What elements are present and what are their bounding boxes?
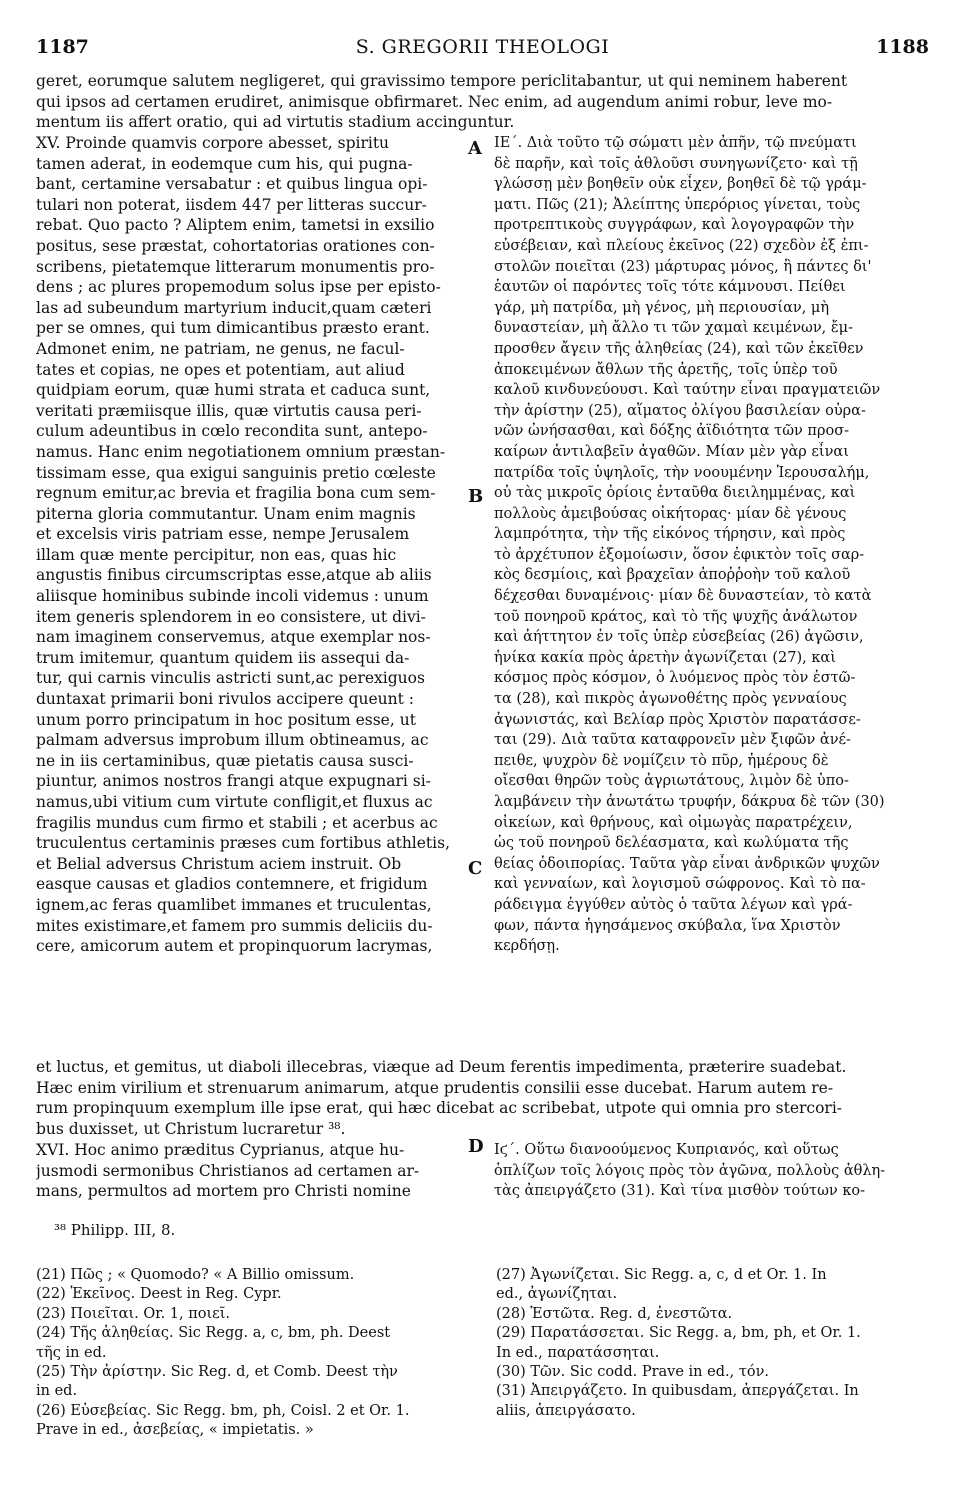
latin-line: per se omnes, qui tum dimicantibus præsto erant. xyxy=(36,319,430,338)
greek-line: τὸ ἀρχέτυπον ἐξομοίωσιν, ὅσον ἐφικτὸν τοῖς σαρ- xyxy=(494,546,865,563)
latin-line: item generis splendorem in eo consistere, ut divi- xyxy=(36,607,426,626)
greek-line: ὡς τοῦ πονηροῦ δελέασματα, καὶ κωλύματα τῆς xyxy=(494,835,849,852)
latin-line: rebat. Quo pacto ? Aliptem enim, tametsi in exsilio xyxy=(36,216,435,235)
marker-d: D xyxy=(468,1136,484,1157)
greek-line: τα (28), καὶ πικρὸς ἀγωνοθέτης πρὸς γενναίους xyxy=(494,691,847,708)
marker-b: B xyxy=(468,486,484,507)
latin-line: piuntur, animos nostros frangi atque expugnari si- xyxy=(36,772,431,791)
note-line: (21) Πῶς ; « Quomodo? « A Billio omissum. xyxy=(36,1267,355,1283)
latin-line: nam imaginem conservemus, atque exemplar nos- xyxy=(36,628,431,647)
note-line: (27) Ἀγωνίζεται. Sic Regg. a, c, d et Or. 1. In xyxy=(496,1267,827,1283)
latin-line: scribens, pietatemque litterarum monumentis pro- xyxy=(36,257,435,276)
greek-line: κόσμος πρὸς κόσμον, ὁ λυόμενος πρὸς τὸν ἑστῶ- xyxy=(494,670,856,687)
greek-line: λαμπρότητα, τὴν τῆς εἰκόνος τήρησιν, καὶ πρὸς xyxy=(494,526,846,543)
greek-line: γάρ, μὴ πατρίδα, μὴ γένος, μὴ περιουσίαν, μὴ xyxy=(494,299,830,316)
note-line: (23) Ποιεῖται. Or. 1, ποιεῖ. xyxy=(36,1305,230,1322)
note-line: in ed. xyxy=(36,1383,78,1400)
greek-line: ἡνίκα κακία πρὸς ἀρετὴν ἀγωνίζεται (27), καὶ xyxy=(494,649,836,666)
latin-line: culum adeuntibus in cœlo recondita sunt, antepo- xyxy=(36,422,428,441)
latin-line: mites existimare,et famem pro summis deliciis du- xyxy=(36,916,433,935)
note-line: (22) Ἐκεῖνος. Deest in Reg. Cypr. xyxy=(36,1286,282,1303)
text-line: mentum iis affert oratio, qui ad virtutis stadium accinguntur. xyxy=(36,113,515,132)
note-line: (28) Ἑστῶτα. Reg. d, ἐνεστῶτα. xyxy=(496,1305,733,1322)
latin-line: aliisque hominibus subinde incoli videmus : unum xyxy=(36,587,429,606)
page-number-left: 1187 xyxy=(36,36,89,58)
note-line: τῆς in ed. xyxy=(36,1344,107,1361)
latin-column xyxy=(36,133,461,957)
latin-line: ne in iis certaminibus, quæ pietatis causa susci- xyxy=(36,751,414,770)
greek-line: ἀγωνιστάς, καὶ Βελίαρ πρὸς Χριστὸν παρατάσσε- xyxy=(494,711,861,728)
greek-column-2 xyxy=(494,1140,929,1202)
text-line: qui ipsos ad certamen erudiret, animisque obfirmaret. Nec enim, ad augendum animi robur, leve mo- xyxy=(36,92,833,111)
greek-line: θείας ὁδοιπορίας. Ταῦτα γὰρ εἶναι ἀνδρικῶν ψυχῶν xyxy=(494,855,880,872)
greek-line: δυναστείαν, μὴ ἄλλο τι τῶν χαμαὶ κειμένων, ἔμ- xyxy=(494,320,853,337)
latin-line: unum porro principatum in hoc positum esse, ut xyxy=(36,710,416,729)
latin-line: et Belial adversus Christum aciem instruit. Ob xyxy=(36,854,402,873)
latin-line: truculentus certaminis præses cum fortibus athletis, xyxy=(36,834,450,853)
latin-line: jusmodi sermonibus Christianos ad certamen ar- xyxy=(36,1161,420,1180)
greek-line: ὁπλίζων τοῖς λόγοις πρὸς τὸν ἀγῶνα, πολλοὺς ἀθλη- xyxy=(494,1162,886,1179)
greek-line: νῶν ὠνήσασθαι, καὶ δόξης ἀϊδιότητα τῶν προσ- xyxy=(494,423,850,440)
latin-line: namus. Hanc enim negotiationem omnium præstan- xyxy=(36,442,446,461)
greek-line: τὴν ἀρίστην (25), αἵματος ὀλίγου βασιλείαν οὐρα- xyxy=(494,402,866,419)
latin-line: duntaxat primarii boni rivulos accipere queunt : xyxy=(36,690,414,709)
greek-line: τὰς ἀπειργάζετο (31). Καὶ τίνα μισθὸν τούτων κο- xyxy=(494,1183,866,1200)
running-header xyxy=(36,36,929,60)
greek-line: καλοῦ κινδυνεύουσι. Καὶ ταύτην εἶναι πραγματειῶν xyxy=(494,382,881,399)
latin-line: tulari non poterat, iisdem 447 per litteras succur- xyxy=(36,195,427,214)
greek-line: οἰκείων, καὶ θρήνους, καὶ οἰμωγὰς παρατρέχειν, xyxy=(494,814,853,831)
note-line: (26) Εὐσεβείας. Sic Regg. bm, ph, Coisl. 2 et Or. 1. xyxy=(36,1402,410,1419)
latin-line: positus, sese præstat, cohortatorias orationes con- xyxy=(36,236,435,255)
running-title: S. GREGORII THEOLOGI xyxy=(355,36,610,58)
text-line: bus duxisset, ut Christum lucraretur ³⁸. xyxy=(36,1119,346,1138)
greek-line: πατρίδα τοῖς ὑψηλοῖς, τὴν νοουμένην Ἱερουσαλήμ, xyxy=(494,464,870,481)
latin-line: namus,ubi vitium cum virtute confligit,et fluxus ac xyxy=(36,793,433,811)
latin-line: illam quæ mente percipitur, non eas, quas hic xyxy=(36,545,397,564)
note-line: (25) Τὴν ἀρίστην. Sic Reg. d, et Comb. Deest τὴν xyxy=(36,1364,398,1381)
text-line: Hæc enim virilium et strenuarum animarum, atque prudentis consilii esse ducebat. Harum autem re- xyxy=(36,1078,834,1097)
latin-line: et excelsis viris patriam esse, nempe Jerusalem xyxy=(36,525,410,544)
latin-line: angustis finibus circumscriptas esse,atque ab aliis xyxy=(36,566,432,585)
latin-line: tissimam esse, qua exigui sanguinis pretio cœleste xyxy=(36,463,436,482)
greek-line: φων, πάντα ἡγησάμενος σκύβαλα, ἵνα Χριστὸν xyxy=(494,917,841,934)
footnote-38: ³⁸ Philipp. III, 8. xyxy=(54,1221,176,1239)
greek-line: πειθε, ψυχρὸν δὲ νομίζειν τὸ πῦρ, ἡμέρους δὲ xyxy=(494,752,829,769)
note-line: (30) Τῶν. Sic codd. Prave in ed., τόν. xyxy=(496,1364,770,1381)
latin-line: piterna gloria commutantur. Unam enim magnis xyxy=(36,504,416,523)
page-number-right: 1188 xyxy=(876,36,929,58)
greek-line: εὐσέβειαν, καὶ πλείους ἐκεῖνος (22) σχεδὸν ἐξ ἐπι- xyxy=(494,237,869,254)
greek-line: προτρεπτικοὺς συγγράφων, καὶ λογογραφῶν τὴν xyxy=(494,217,855,234)
note-line: (29) Παρατάσσεται. Sic Regg. a, bm, ph, et Or. 1. xyxy=(496,1325,861,1342)
greek-line: δὲ παρῆν, καὶ τοῖς ἀθλοῦσι συνηγωνίζετο· καὶ τῇ xyxy=(494,155,858,172)
marker-a: A xyxy=(468,138,482,159)
text-line: rum propinquum exemplum ille ipse erat, qui hæc dicebat ac scribebat, utpote qui omnia pro stercori- xyxy=(36,1099,843,1118)
greek-line: λαμβάνειν τὴν ἀνωτάτω τρυφήν, δάκρυα δὲ τῶν (30) xyxy=(494,794,885,810)
latin-line: tur, qui carnis vinculis astricti sunt,ac perexiguos xyxy=(36,669,425,688)
latin-line: XVI. Hoc animo præditus Cyprianus, atque hu- xyxy=(36,1141,405,1159)
greek-line: ματι. Πῶς (21); Ἀλείπτης ὑπερόριος γίνεται, τοὺς xyxy=(494,196,861,213)
note-line: aliis, ἀπειργάσατο. xyxy=(496,1402,636,1419)
greek-line: κερδήσῃ. xyxy=(494,938,560,955)
latin-column-2 xyxy=(36,1140,461,1202)
greek-line: καὶ γενναίων, καὶ λογισμοῦ σώφρονος. Καὶ τὸ πα- xyxy=(494,876,866,893)
latin-line: mans, permultos ad mortem pro Christi nomine xyxy=(36,1182,411,1201)
latin-line: ignem,ac feras quamlibet immanes et truculentas, xyxy=(36,895,432,914)
note-line: (31) Ἀπειργάζετο. In quibusdam, ἀπεργάζεται. In xyxy=(496,1383,859,1400)
note-line: Prave in ed., ἀσεβείας, « impietatis. » xyxy=(36,1422,314,1439)
note-line: ed., ἀγωνίζηται. xyxy=(496,1286,618,1303)
latin-line: las ad subeundum martyrium inducit,quam cæteri xyxy=(36,298,432,317)
latin-line: easque causas et gladios contemnere, et frigidum xyxy=(36,875,428,894)
greek-line: ται (29). Διὰ ταῦτα καταφρονεῖν μὲν ξιφῶν ἀνέ- xyxy=(494,732,851,749)
greek-line: δέχεσθαι δυναμένοις· μίαν δὲ δυναστείαν, τὸ κατὰ xyxy=(494,588,872,605)
greek-line: ράδειγμα ἐγγύθεν αὐτὸς ὁ ταῦτα λέγων καὶ γρά- xyxy=(494,896,853,913)
greek-line: στολῶν ποιεῖται (23) μάρτυρας μόνος, ἢ πάντες δι' xyxy=(494,258,872,275)
greek-line: πολλοὺς ἀμειβούσας οἰκήτορας· μίαν δὲ γένους xyxy=(494,505,847,522)
latin-line: palmam adversus improbum illum obtineamus, ac xyxy=(36,731,429,750)
latin-line: XV. Proinde quamvis corpore abesset, spiritu xyxy=(36,134,390,152)
greek-line: κὸς δεσμίοις, καὶ βραχεῖαν ἀποῤῥοὴν τοῦ καλοῦ xyxy=(494,567,851,584)
latin-line: regnum emitur,ac brevia et fragilia bona cum sem- xyxy=(36,484,436,503)
page xyxy=(36,0,929,1501)
notes-right xyxy=(496,1266,926,1421)
latin-line: dens ; ac plures propemodum solus ipse per episto- xyxy=(36,278,441,297)
latin-line: tamen aderat, in eodemque cum his, qui pugna- xyxy=(36,154,413,173)
note-line: In ed., παρατάσσηται. xyxy=(496,1344,660,1361)
greek-line: τοῦ πονηροῦ κράτος, καὶ τὸ τῆς ψυχῆς ἀνάλωτον xyxy=(494,608,858,625)
greek-line: καίρων ἀντιλαβεῖν ἀγαθῶν. Μίαν μὲν γὰρ εἶναι xyxy=(494,443,849,460)
notes-left xyxy=(36,1266,466,1441)
greek-line: γλώσσῃ μὲν βοηθεῖν οὐκ εἶχεν, βοηθεῖ δὲ τῷ γράμ- xyxy=(494,176,867,193)
latin-line: trum imitemur, quantum quidem iis assequi da- xyxy=(36,648,410,667)
latin-line: fragilis mundus cum firmo et stabili ; et acerbus ac xyxy=(36,813,438,832)
greek-line: καὶ ἀήττητον ἐν τοῖς ὑπὲρ εὐσεβείας (26) ἀγῶσιν, xyxy=(494,629,864,646)
greek-line: ἑαυτῶν οἱ παρόντες τοῖς τότε κάμνουσι. Πείθει xyxy=(494,279,846,296)
marker-c: C xyxy=(468,858,483,879)
latin-line: quidpiam eorum, quæ humi strata et caduca sunt, xyxy=(36,381,431,400)
greek-line: οἴεσθαι θηρῶν τοὺς ἀγριωτάτους, λιμὸν δὲ ὑπο- xyxy=(494,773,849,790)
note-line: (24) Τῆς ἀληθείας. Sic Regg. a, c, bm, ph. Deest xyxy=(36,1325,391,1342)
text-line: et luctus, et gemitus, ut diaboli illecebras, viæque ad Deum ferentis impedimenta, præterire suadebat. xyxy=(36,1058,847,1076)
greek-line: οὐ τὰς μικροῖς ὁρίοις ἐνταῦθα διειλημμένας, καὶ xyxy=(494,485,856,502)
greek-line: ἀποκειμένων ἄθλων τῆς ἀρετῆς, τοῖς ὑπὲρ τοῦ xyxy=(494,361,838,378)
latin-line: cere, amicorum autem et propinquorum lacrymas, xyxy=(36,937,433,956)
full-width-text xyxy=(36,1057,929,1139)
latin-line: veritati præmiisque illis, quæ virtutis causa peri- xyxy=(36,401,422,420)
latin-line: bant, certamine versabatur : et quibus lingua opi- xyxy=(36,175,428,194)
latin-line: Admonet enim, ne patriam, ne genus, ne facul- xyxy=(36,339,405,358)
latin-line: tates et copias, ne opes et potentiam, aut aliud xyxy=(36,360,405,379)
greek-line: Ιϛ΄. Οὕτω διανοούμενος Κυπριανός, καὶ οὕτως xyxy=(494,1142,839,1158)
greek-line: προσθεν ἄγειν τῆς ἀληθείας (24), καὶ τῶν ἐκεῖθεν xyxy=(494,340,864,357)
text-line: geret, eorumque salutem negligeret, qui gravissimo tempore periclitabantur, ut qui neminem haberent xyxy=(36,72,848,90)
greek-line: ΙΕ΄. Διὰ τοῦτο τῷ σώματι μὲν ἀπῆν, τῷ πνεύματι xyxy=(494,135,857,151)
continuation-text xyxy=(36,71,929,133)
greek-column xyxy=(494,133,929,957)
